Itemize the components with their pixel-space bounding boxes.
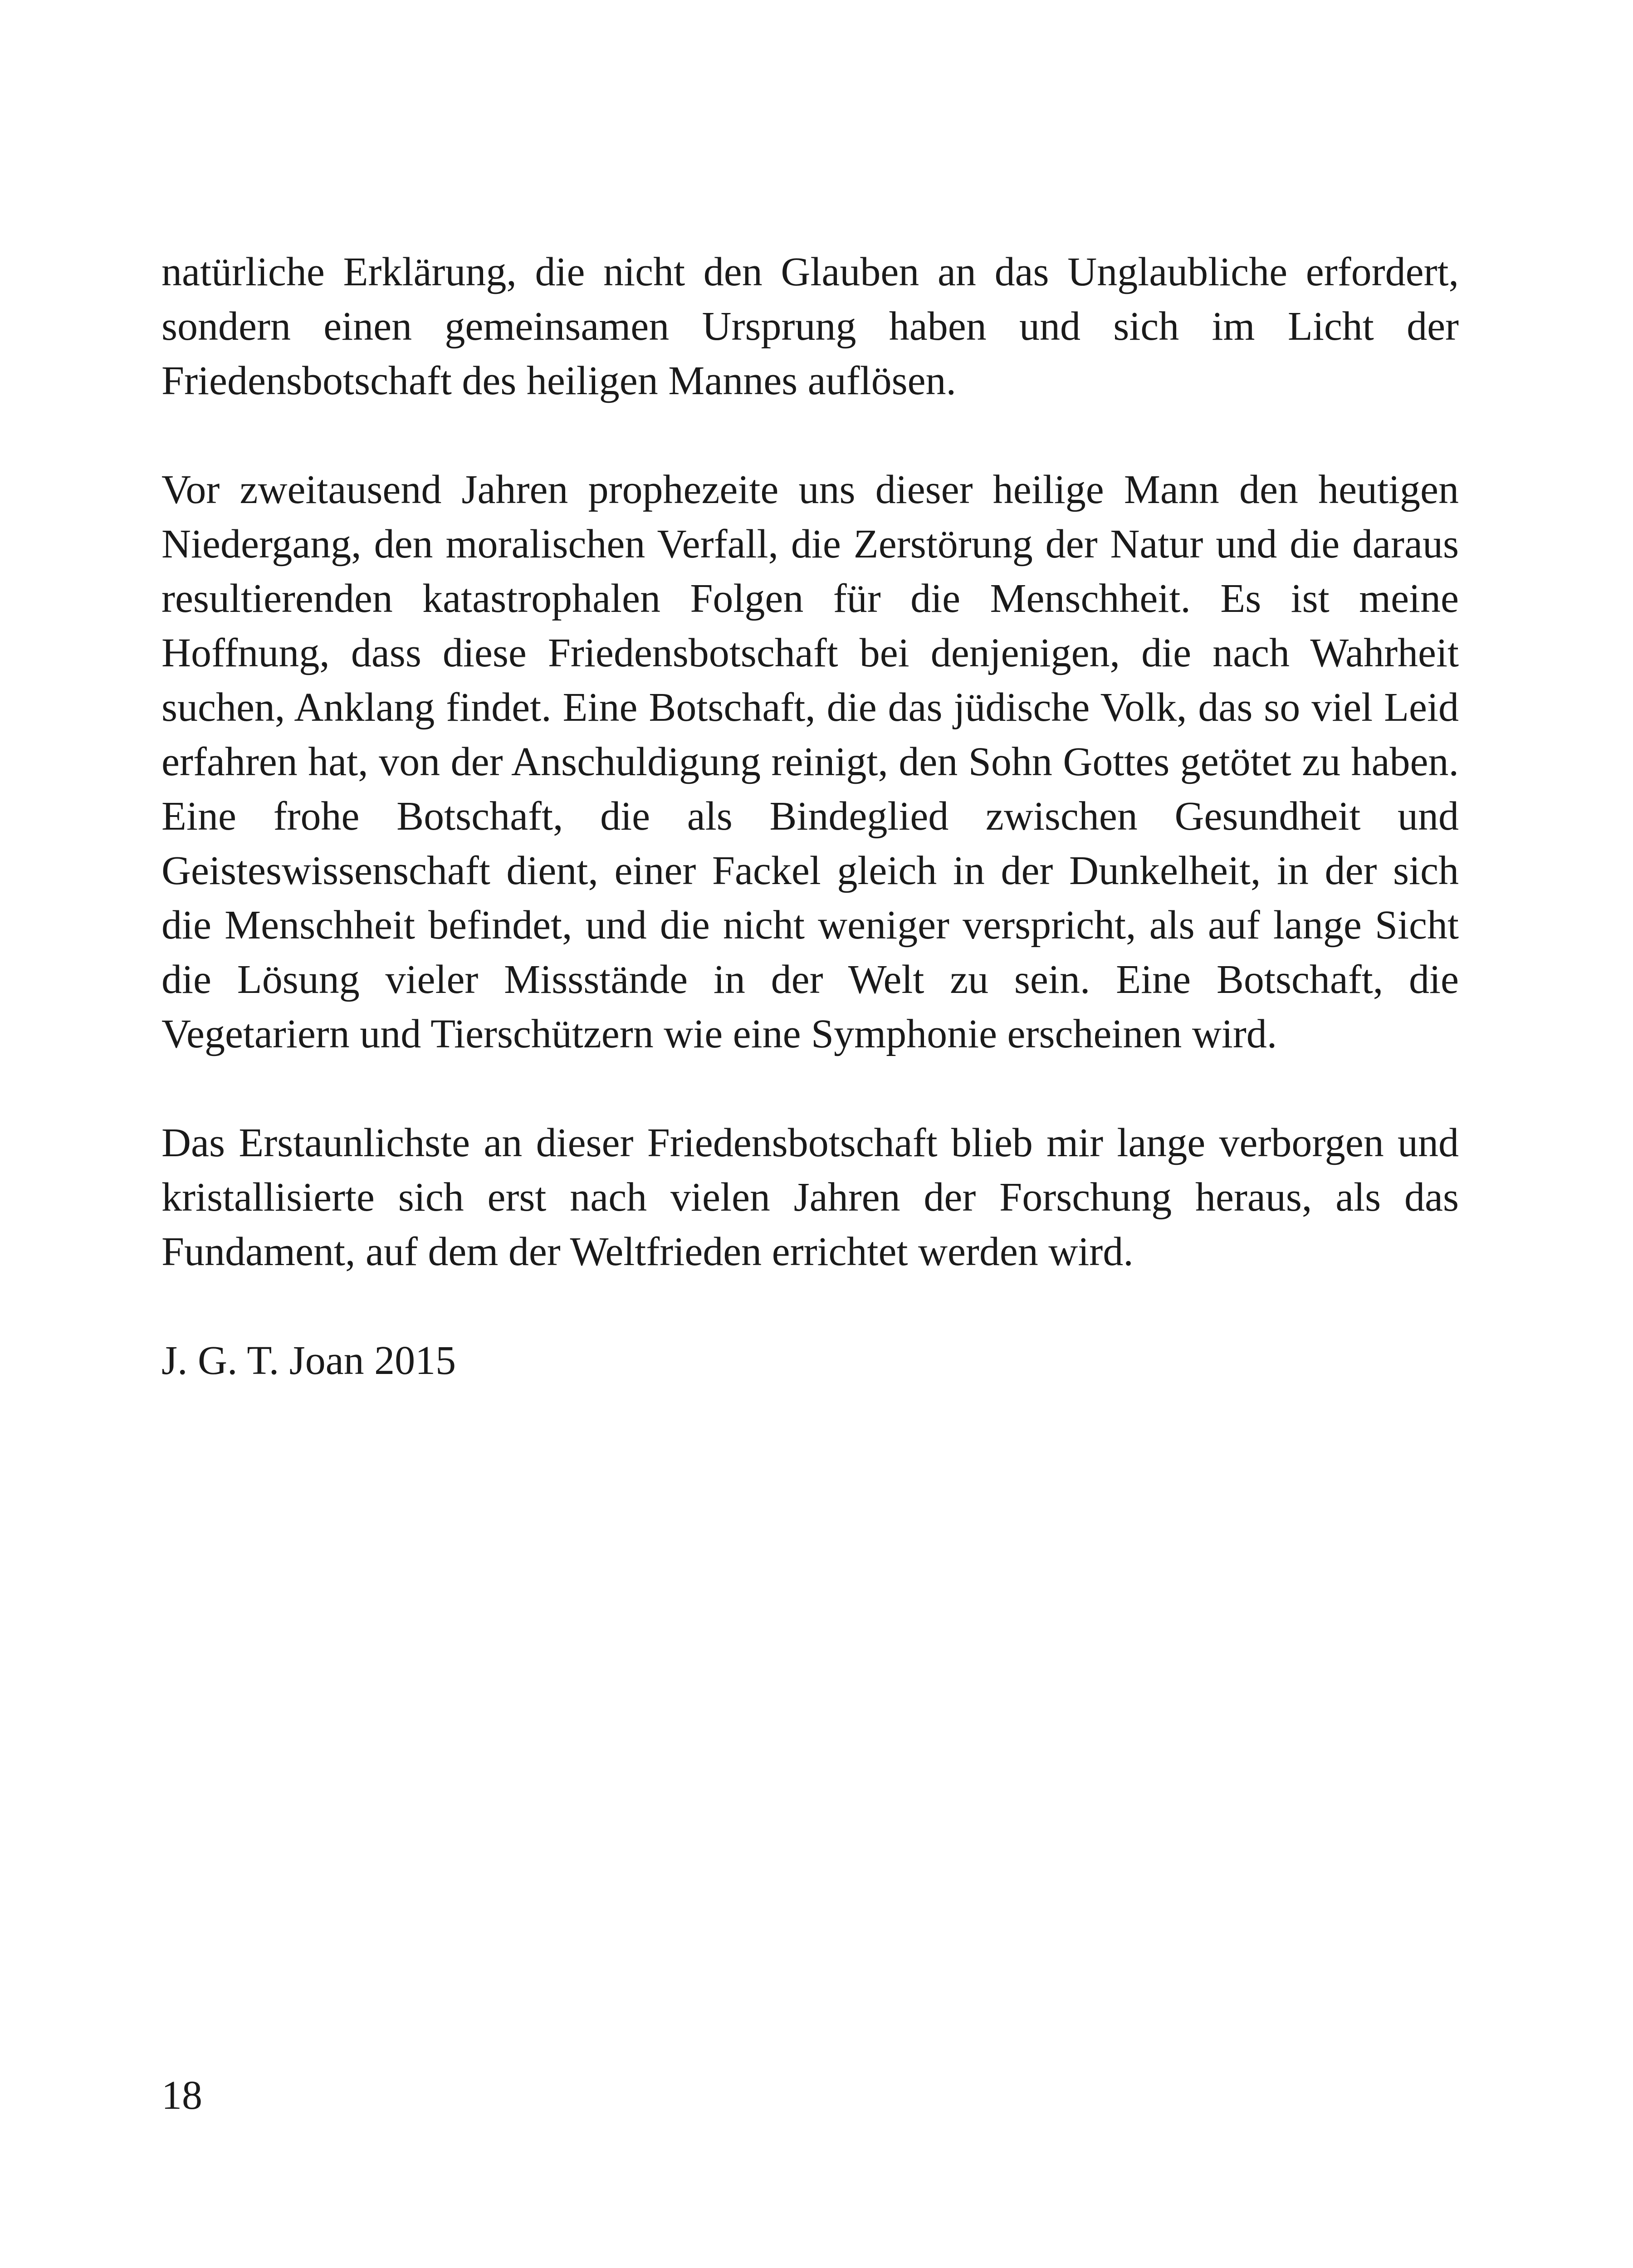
page-number: 18 bbox=[161, 2073, 202, 2118]
body-text bbox=[161, 245, 1459, 1442]
author-signature: J. G. T. Joan 2015 bbox=[161, 1338, 456, 1383]
paragraph-1: natürliche Erklärung, die nicht den Glauben an das Unglaubliche erfordert, sondern einen gemeinsamen Ursprung haben und sich im Licht der Friedensbotschaft des heiligen Mannes auflösen. bbox=[161, 249, 1459, 403]
paragraph-3: Das Erstaunlichste an dieser Friedensbotschaft blieb mir lange verborgen und kristallisierte sich erst nach vielen Jahren der Forschung heraus, als das Fundament, auf dem der Weltfrieden errichtet werden wird. bbox=[161, 1120, 1459, 1274]
paragraph-2: Vor zweitausend Jahren prophezeite uns dieser heilige Mann den heutigen Niedergang, den moralischen Verfall, die Zerstörung der Natur und die daraus resultierenden katastrophalen Folgen für die Menschheit. Es ist meine Hoffnung, dass diese Friedensbotschaft bei denjenigen, die nach Wahrheit suchen, Anklang findet. Eine Botschaft, die das jüdische Volk, das so viel Leid erfahren hat, von der Anschuldigung reinigt, den Sohn Gottes getötet zu haben. Eine frohe Botschaft, die als Bindeglied zwischen Gesundheit und Geisteswissenschaft dient, einer Fackel gleich in der Dunkelheit, in der sich die Menschheit befindet, und die nicht weniger verspricht, als auf lange Sicht die Lösung vieler Missstände in der Welt zu sein. Eine Botschaft, die Vegetariern und Tierschützern wie eine Symphonie erscheinen wird. bbox=[161, 467, 1459, 1056]
